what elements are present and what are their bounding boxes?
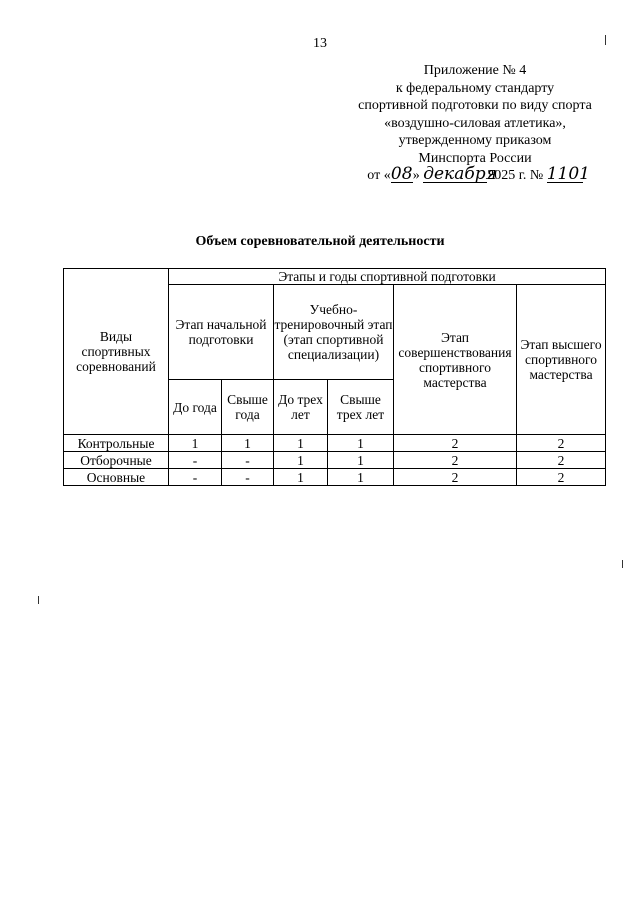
- document-title: Объем соревновательной деятельности: [195, 234, 445, 249]
- table-cell: 2: [394, 435, 517, 452]
- header-over-year: Свыше года: [222, 380, 274, 435]
- table-cell: 1: [274, 435, 328, 452]
- order-date-line: [330, 164, 620, 185]
- table-cell: -: [169, 469, 222, 486]
- table-row: [64, 469, 606, 486]
- table-cell: 2: [394, 452, 517, 469]
- table-cell: 1: [274, 469, 328, 486]
- row-name: Контрольные: [64, 435, 169, 452]
- handwritten-day: 08: [390, 164, 413, 184]
- table-cell: 2: [517, 469, 606, 486]
- scan-speck: [38, 596, 39, 604]
- table-row: [64, 452, 606, 469]
- date-mid: »: [412, 168, 420, 183]
- table-cell: 1: [274, 452, 328, 469]
- row-name: Отборочные: [64, 452, 169, 469]
- header-improvement-stage: Этап совершенствования спортивного мастерства: [394, 285, 517, 435]
- appendix-line: Приложение № 4: [423, 63, 527, 78]
- header-up-to-year: До года: [169, 380, 222, 435]
- table-cell: 1: [169, 435, 222, 452]
- header-up-to-three-years: До трех лет: [274, 380, 328, 435]
- year-text: 2025 г. №: [487, 168, 544, 183]
- handwritten-month: декабря: [423, 164, 497, 184]
- header-initial-stage: Этап начальной подготовки: [169, 285, 274, 380]
- appendix-block: [330, 62, 620, 185]
- table-cell: -: [169, 452, 222, 469]
- appendix-line: утвержденному приказом: [398, 133, 552, 148]
- scan-speck: [622, 560, 623, 568]
- table-row: [64, 435, 606, 452]
- competition-volume-table: [63, 268, 606, 486]
- row-name: Основные: [64, 469, 169, 486]
- appendix-line: «воздушно-силовая атлетика»,: [384, 115, 566, 131]
- header-stages-and-years: Этапы и годы спортивной подготовки: [169, 269, 606, 285]
- table-cell: 1: [222, 435, 274, 452]
- scan-speck: [605, 35, 606, 45]
- date-prefix: от «: [367, 168, 391, 183]
- table-cell: 1: [328, 452, 394, 469]
- header-higher-stage: Этап высшего спортивного мастерства: [517, 285, 606, 435]
- handwritten-order-number: 1101: [546, 164, 590, 184]
- table-cell: 2: [517, 435, 606, 452]
- table-cell: 2: [517, 452, 606, 469]
- table-cell: 1: [328, 469, 394, 486]
- header-training-stage: Учебно-тренировочный этап (этап спортивной специализации): [274, 285, 394, 380]
- appendix-line: к федеральному стандарту: [395, 80, 555, 96]
- table-cell: 2: [394, 469, 517, 486]
- table-cell: -: [222, 469, 274, 486]
- appendix-line: Минспорта России: [418, 150, 532, 166]
- page-number: 13: [313, 36, 327, 51]
- table-cell: 1: [328, 435, 394, 452]
- appendix-line: спортивной подготовки по виду спорта: [358, 98, 592, 113]
- header-over-three-years: Свыше трех лет: [328, 380, 394, 435]
- header-competition-types: Виды спортивных соревнований: [64, 269, 169, 435]
- table-cell: -: [222, 452, 274, 469]
